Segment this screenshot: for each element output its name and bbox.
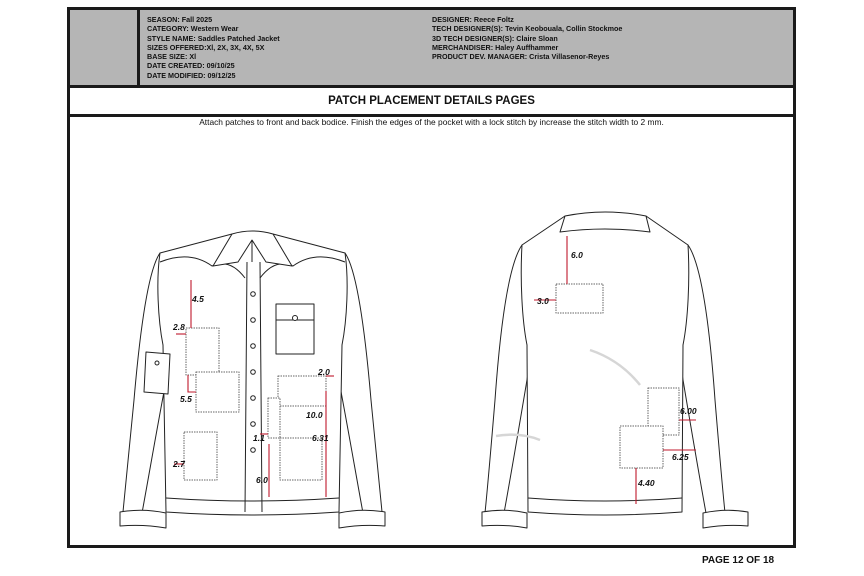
- page-number: PAGE 12 OF 18: [702, 555, 775, 566]
- back-measure-label: 6.00: [680, 406, 697, 416]
- front-measure-label: 6.31: [312, 433, 329, 443]
- date-created-label: DATE CREATED: 09/10/25: [147, 61, 235, 71]
- back-measure-label: 6.25: [672, 452, 689, 462]
- style-name-label: STYLE NAME: Saddles Patched Jacket: [147, 33, 280, 43]
- front-measure-label: 6.0: [256, 475, 268, 485]
- instructions-text: Attach patches to front and back bodice. Finish the edges of the pocket with a lock stitch by increase the stitch width to 2 mm.: [199, 117, 664, 127]
- front-measure-label: 4.5: [192, 294, 204, 304]
- front-measure-label: 5.5: [180, 394, 192, 404]
- product-manager-label: PRODUCT DEV. MANAGER: Crista Villasenor-Reyes: [432, 52, 610, 62]
- front-measure-label: 2.7: [173, 459, 185, 469]
- base-size-label: BASE SIZE: Xl: [147, 52, 197, 62]
- back-measure-label: 6.0: [571, 250, 583, 260]
- sizes-label: SIZES OFFERED:Xl, 2X, 3X, 4X, 5X: [147, 42, 265, 52]
- front-measure-label: 2.0: [318, 367, 330, 377]
- back-measure-label: 3.0: [537, 296, 549, 306]
- date-modified-label: DATE MODIFIED: 09/12/25: [147, 70, 236, 80]
- merchandiser-label: MERCHANDISER: Haley Auffhammer: [432, 42, 559, 52]
- front-jacket-sketch: [120, 231, 385, 528]
- category-label: CATEGORY: Western Wear: [147, 24, 239, 34]
- 3d-designer-label: 3D TECH DESIGNER(S): Claire Sloan: [432, 33, 558, 43]
- designer-label: DESIGNER: Reece Foltz: [432, 15, 514, 24]
- tech-designer-label: TECH DESIGNER(S): Tevin Keobouala, Collin Stockmoe: [432, 24, 623, 34]
- page-title: PATCH PLACEMENT DETAILS PAGES: [70, 88, 793, 117]
- front-measure-label: 1.1: [253, 433, 265, 443]
- back-jacket-sketch: [482, 212, 748, 528]
- front-measure-label: 2.8: [173, 322, 185, 332]
- season-label: SEASON: Fall 2025: [147, 15, 213, 24]
- front-measure-label: 10.0: [306, 410, 323, 420]
- back-measure-label: 4.40: [638, 478, 655, 488]
